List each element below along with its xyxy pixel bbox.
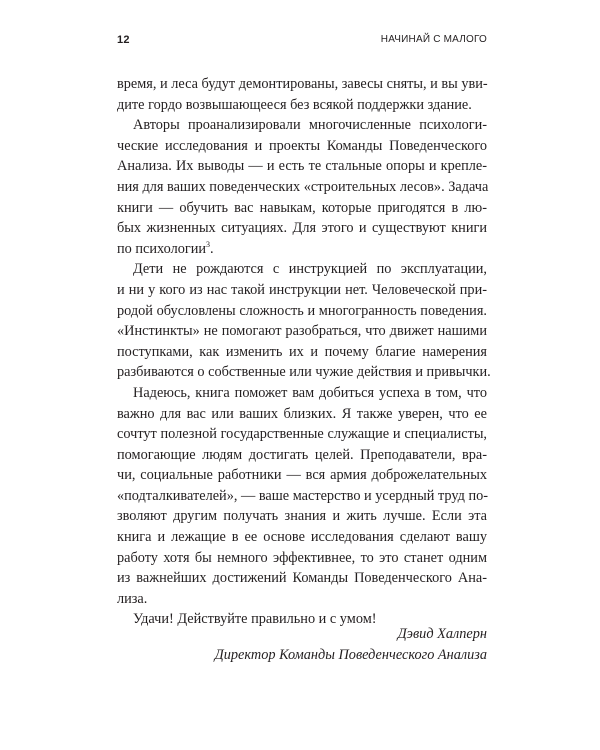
paragraph-4 <box>117 383 487 610</box>
text-fragment: по психологии <box>117 240 207 257</box>
text-line: ческие исследования и проекты Команды Поведенческого <box>117 137 487 154</box>
footnote-mark: 3 <box>206 239 211 249</box>
text-line: Дети не рождаются с инструкцией по эксплуатации, <box>133 261 487 278</box>
text-line: и ни у кого из нас такой инструкции нет. Человеческой при- <box>117 281 487 298</box>
text-line: родой обусловлены сложность и многогранность поведения. <box>117 302 487 319</box>
text-line: бых жизненных ситуациях. Для этого и существуют книги <box>117 220 487 237</box>
signature-name: Дэвид Халперн <box>397 626 487 642</box>
text-line: Надеюсь, книга поможет вам добиться успеха в том, что <box>133 384 487 401</box>
text-line: «подталкивателей», — ваше мастерство и усердный труд по- <box>117 487 489 504</box>
page-number: 12 <box>117 34 130 46</box>
text-line: зволяют другим получать знания и жить лучше. Если эта <box>117 508 487 525</box>
text-line: Авторы проанализировали многочисленные психологи- <box>133 117 487 134</box>
text-line: работу хотя бы немного эффективнее, то это станет одним <box>117 549 487 566</box>
text-line: ния для ваших поведенческих «строительных лесов». Задача <box>117 178 489 195</box>
text-line: из важнейших достижений Команды Поведенческого Ана- <box>117 570 487 587</box>
text-line: важно для вас или ваших близких. Я также уверен, что ее <box>117 405 487 422</box>
text-line: дите гордо возвышающееся без всякой поддержки здание. <box>117 96 472 113</box>
text-line: помогающие людям достигать целей. Преподаватели, вра- <box>117 446 487 463</box>
text-line: разбиваются о собственные или чужие действия и привычки. <box>117 364 491 381</box>
text-line: «Инстинкты» не помогают разобраться, что движет нашими <box>117 323 487 340</box>
text-line: книга и лежащие в ее основе исследования сделают вашу <box>117 529 487 546</box>
text-line: Анализа. Их выводы — и есть те стальные опоры и крепле- <box>117 158 487 175</box>
text-line: время, и леса будут демонтированы, завесы сняты, и вы уви- <box>117 76 488 92</box>
paragraph-2 <box>117 115 487 259</box>
running-title: НАЧИНАЙ С МАЛОГО <box>380 34 487 45</box>
signature-block <box>117 624 487 666</box>
text-line: поступками, как изменить их и почему благие намерения <box>117 343 487 360</box>
text-line: лиза. <box>117 590 148 607</box>
text-line: сочтут полезной государственные служащие и специалисты, <box>117 426 487 443</box>
text-line: по психологии$^3$. <box>117 239 214 257</box>
text-line: книги — обучить вас навыкам, которые пригодятся в лю- <box>117 199 487 216</box>
paragraph-3 <box>117 259 491 383</box>
running-header <box>117 34 487 50</box>
text-line: чи, социальные работники — вся армия доброжелательных <box>117 467 487 484</box>
signature-title: Директор Команды Поведенческого Анализа <box>214 647 487 663</box>
body-text <box>117 74 491 630</box>
paragraph-1 <box>117 74 487 115</box>
text-line: Удачи! Действуйте правильно и с умом! <box>133 611 377 628</box>
